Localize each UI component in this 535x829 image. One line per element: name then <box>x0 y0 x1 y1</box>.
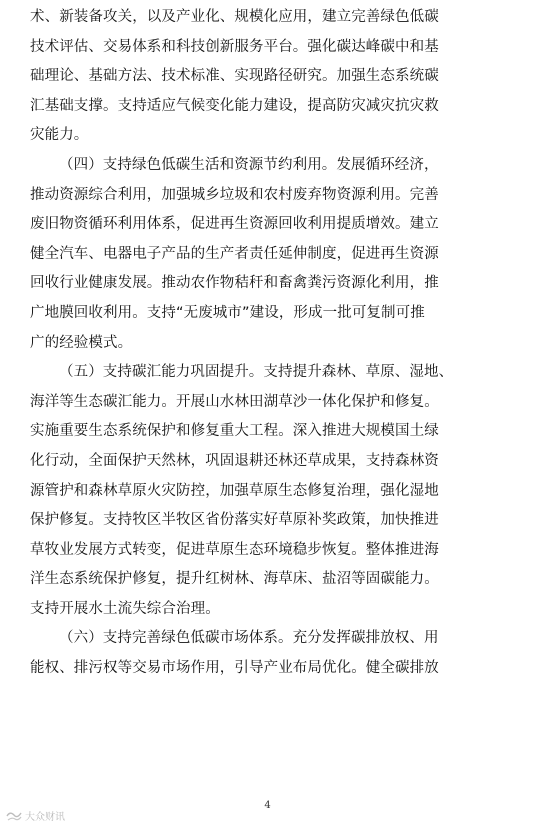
text-line: （五）支持碳汇能力巩固提升。支持提升森林、草原、湿地、 <box>59 364 454 381</box>
text-line: 化行动，全面保护天然林，巩固退耕还林还草成果，支持森林资 <box>30 452 439 469</box>
watermark-text: 大众财讯 <box>25 812 65 823</box>
paragraph <box>30 624 508 683</box>
paragraph <box>30 358 508 624</box>
text-line: 实施重要生态系统保护和修复重大工程。深入推进大规模国土绿 <box>30 423 439 440</box>
text-line: 广地膜回收利用。支持“无废城市”建设，形成一批可复制可推 <box>30 304 425 321</box>
text-line: 洋生态系统保护修复，提升红树林、海草床、盐沼等固碳能力。 <box>30 571 439 588</box>
text-line: 草牧业发展方式转变，促进草原生态环境稳步恢复。整体推进海 <box>30 541 439 558</box>
paragraph <box>30 3 508 151</box>
paragraph <box>30 151 508 358</box>
text-line: 保护修复。支持牧区半牧区省份落实好草原补奖政策，加快推进 <box>30 512 439 529</box>
text-line: （四）支持绿色低碳生活和资源节约利用。发展循环经济， <box>59 156 439 173</box>
text-line: 灾能力。 <box>30 127 89 144</box>
text-line: 海洋等生态碳汇能力。开展山水林田湖草沙一体化保护和修复。 <box>30 393 439 410</box>
text-line: 推动资源综合利用，加强城乡垃圾和农村废弃物资源利用。完善 <box>30 186 439 203</box>
text-line: 健全汽车、电器电子产品的生产者责任延伸制度，促进再生资源 <box>30 245 439 262</box>
brand-logo-icon <box>6 810 22 822</box>
text-line: 支持开展水土流失综合治理。 <box>30 600 220 617</box>
text-line: 技术评估、交易体系和科技创新服务平台。强化碳达峰碳中和基 <box>30 38 439 55</box>
document-body <box>30 3 508 684</box>
watermark <box>6 808 65 823</box>
text-line: 术、新装备攻关，以及产业化、规模化应用，建立完善绿色低碳 <box>30 9 439 25</box>
text-line: 回收行业健康发展。推动农作物秸秆和畜禽粪污资源化利用，推 <box>30 275 439 292</box>
text-line: （六）支持完善绿色低碳市场体系。充分发挥碳排放权、用 <box>59 630 439 647</box>
page-number: 4 <box>264 800 271 811</box>
text-line: 源管护和森林草原火灾防控，加强草原生态修复治理，强化湿地 <box>30 482 439 499</box>
text-line: 广的经验模式。 <box>30 334 133 351</box>
text-line: 废旧物资循环利用体系，促进再生资源回收利用提质增效。建立 <box>30 216 439 233</box>
text-line: 础理论、基础方法、技术标准、实现路径研究。加强生态系统碳 <box>30 68 439 85</box>
text-line: 汇基础支撑。支持适应气候变化能力建设，提高防灾减灾抗灾救 <box>30 97 439 114</box>
text-line: 能权、排污权等交易市场作用，引导产业布局优化。健全碳排放 <box>30 660 439 677</box>
